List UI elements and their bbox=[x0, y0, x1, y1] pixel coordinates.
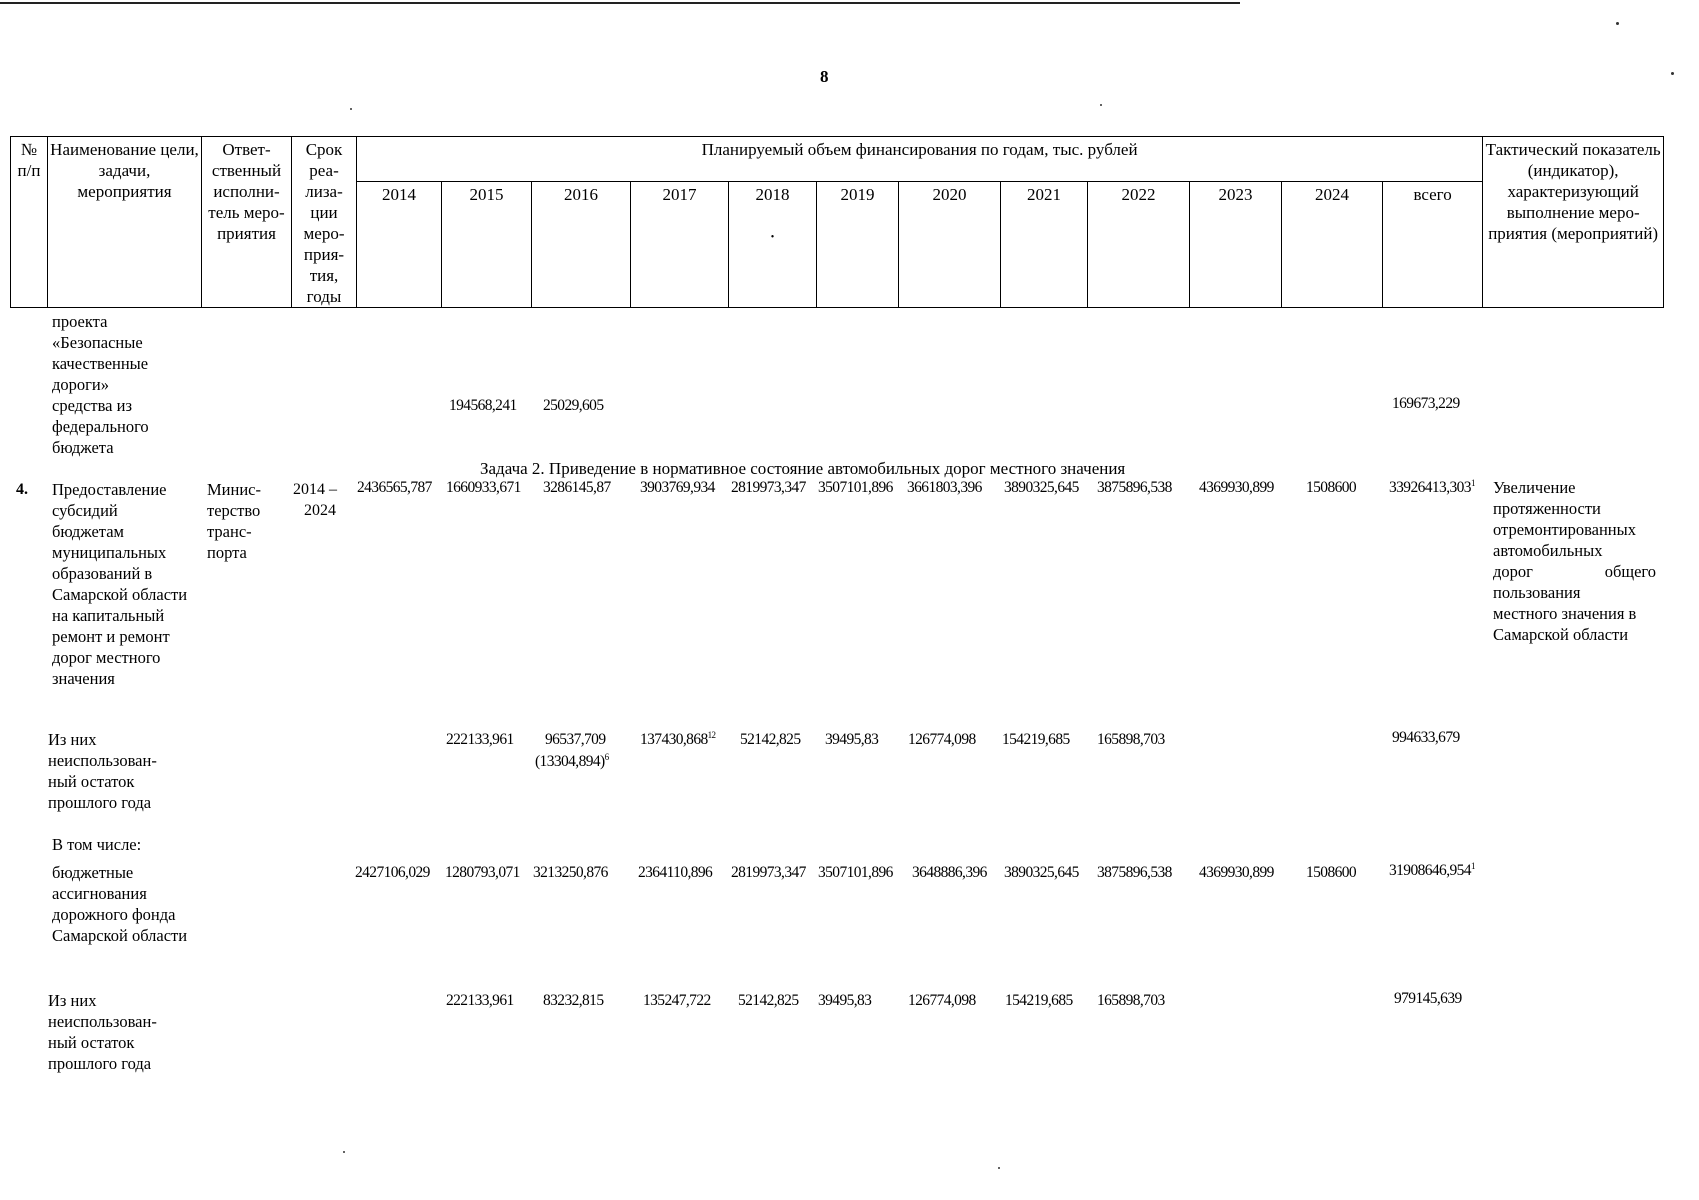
item-4-2022: 3875896,538 bbox=[1097, 479, 1172, 496]
scan-speck bbox=[343, 1151, 345, 1153]
budget-2014: 2427106,029 bbox=[355, 864, 430, 881]
unused-2-2015: 222133,961 bbox=[446, 992, 514, 1009]
header-year: 2016 bbox=[532, 181, 631, 307]
scan-dot: • bbox=[770, 231, 775, 243]
budget-2015: 1280793,071 bbox=[445, 864, 520, 881]
page-number: 8 bbox=[820, 67, 829, 86]
unused-2-2022: 165898,703 bbox=[1097, 992, 1165, 1009]
header-year: 2020 bbox=[899, 181, 1001, 307]
item-4-2018: 2819973,347 bbox=[731, 479, 806, 496]
item-4-2016: 3286145,87 bbox=[543, 479, 611, 496]
unused-1-2016: 96537,709 bbox=[545, 731, 606, 748]
federal-total: 169673,229 bbox=[1392, 395, 1460, 412]
item-4-2015: 1660933,671 bbox=[446, 479, 521, 496]
unused-1-2020: 126774,098 bbox=[908, 731, 976, 748]
task-2-title: Задача 2. Приведение в нормативное состояние автомобильных дорог местного значения bbox=[480, 459, 1126, 478]
budget-2019: 3507101,896 bbox=[818, 864, 893, 881]
including-label: В том числе: bbox=[52, 835, 142, 854]
federal-row-name: проекта «Безопасные качественные дороги» средства из федерального бюджета bbox=[52, 312, 149, 457]
budget-2023: 4369930,899 bbox=[1199, 864, 1274, 881]
unused-2-name: Из них неиспользован-ный остаток прошлого года bbox=[48, 991, 157, 1073]
table-header bbox=[10, 136, 1664, 308]
item-4-number: 4. bbox=[16, 481, 28, 498]
unused-1-2022: 165898,703 bbox=[1097, 731, 1165, 748]
item-4-name: Предоставление субсидий бюджетам муниципальных образований в Самарской области на капитальный ремонт и ремонт дорог местного значения bbox=[52, 480, 188, 688]
header-col-name: Наименование цели, задачи, мероприятия bbox=[48, 137, 202, 308]
item-4-2017: 3903769,934 bbox=[640, 479, 715, 496]
header-year: 2022 bbox=[1088, 181, 1190, 307]
unused-2-2021: 154219,685 bbox=[1005, 992, 1073, 1009]
scan-speck bbox=[998, 1167, 1000, 1169]
header-year: 2021 bbox=[1001, 181, 1088, 307]
scan-speck bbox=[350, 108, 352, 110]
header-col-number: № п/п bbox=[11, 137, 48, 308]
item-4-total: 33926413,303$^1$ bbox=[1389, 477, 1475, 496]
budget-2018: 2819973,347 bbox=[731, 864, 806, 881]
budget-row-name: бюджетные ассигнования дорожного фонда Самарской области bbox=[52, 863, 188, 945]
item-4-2019: 3507101,896 bbox=[818, 479, 893, 496]
unused-1-2021: 154219,685 bbox=[1002, 731, 1070, 748]
header-year: 2015 bbox=[442, 181, 532, 307]
scan-speck bbox=[1100, 104, 1102, 106]
budget-2022: 3875896,538 bbox=[1097, 864, 1172, 881]
budget-2017: 2364110,896 bbox=[638, 864, 713, 881]
federal-2016: 25029,605 bbox=[543, 397, 604, 414]
budget-2020: 3648886,396 bbox=[912, 864, 987, 881]
item-4-2024: 1508600 bbox=[1306, 479, 1357, 496]
unused-2-2018: 52142,825 bbox=[738, 992, 799, 1009]
unused-2-total: 979145,639 bbox=[1394, 990, 1462, 1007]
unused-1-2016-b: $(13304,894)^6$ bbox=[535, 751, 609, 770]
header-year: 2018 • bbox=[729, 181, 817, 307]
unused-1-2015: 222133,961 bbox=[446, 731, 514, 748]
header-year: 2019 bbox=[817, 181, 899, 307]
budget-2024: 1508600 bbox=[1306, 864, 1357, 881]
header-col-indicator: Тактический показатель (индикатор), характеризующий выполнение меро-приятия (мероприятий) bbox=[1483, 137, 1664, 308]
item-4-2020: 3661803,396 bbox=[907, 479, 982, 496]
unused-2-2019: 39495,83 bbox=[818, 992, 872, 1009]
top-border-line bbox=[0, 2, 1240, 4]
item-4-2023: 4369930,899 bbox=[1199, 479, 1274, 496]
unused-1-total: 994633,679 bbox=[1392, 729, 1460, 746]
budget-2016: 3213250,876 bbox=[533, 864, 608, 881]
header-year: 2023 bbox=[1190, 181, 1282, 307]
header-total: всего bbox=[1383, 181, 1483, 307]
unused-1-name: Из них неиспользован-ный остаток прошлого года bbox=[48, 730, 157, 812]
header-year: 2017 bbox=[631, 181, 729, 307]
unused-2-2017: 135247,722 bbox=[643, 992, 711, 1009]
header-col-funding: Планируемый объем финансирования по годам, тыс. рублей bbox=[357, 137, 1483, 182]
budget-2021: 3890325,645 bbox=[1004, 864, 1079, 881]
scan-speck bbox=[1616, 22, 1619, 25]
budget-total: 31908646,954$^1$ bbox=[1389, 860, 1475, 879]
header-col-term: Срок реа-лиза-ции меро-прия-тия, годы bbox=[292, 137, 357, 308]
unused-1-2017: 137430,868$^{12}$ bbox=[640, 729, 716, 748]
unused-1-2018: 52142,825 bbox=[740, 731, 801, 748]
item-4-term-start: 2014 – bbox=[293, 481, 337, 498]
unused-1-2019: 39495,83 bbox=[825, 731, 879, 748]
unused-2-2016: 83232,815 bbox=[543, 992, 604, 1009]
item-4-2014: 2436565,787 bbox=[357, 479, 432, 496]
item-4-indicator: Увеличение протяженности отремонтированных автомобильных дорог общего пользования местного значения в Самарской области bbox=[1493, 478, 1656, 644]
unused-2-2020: 126774,098 bbox=[908, 992, 976, 1009]
federal-2015: 194568,241 bbox=[449, 397, 517, 414]
item-4-term-end: 2024 bbox=[304, 502, 336, 519]
item-4-2021: 3890325,645 bbox=[1004, 479, 1079, 496]
header-year: 2024 bbox=[1282, 181, 1383, 307]
header-year: 2014 bbox=[357, 181, 442, 307]
item-4-responsible: Минис-терство транс-порта bbox=[207, 480, 261, 562]
header-col-responsible: Ответ-ственный исполни-тель меро-приятия bbox=[202, 137, 292, 308]
scan-speck bbox=[1671, 72, 1674, 75]
